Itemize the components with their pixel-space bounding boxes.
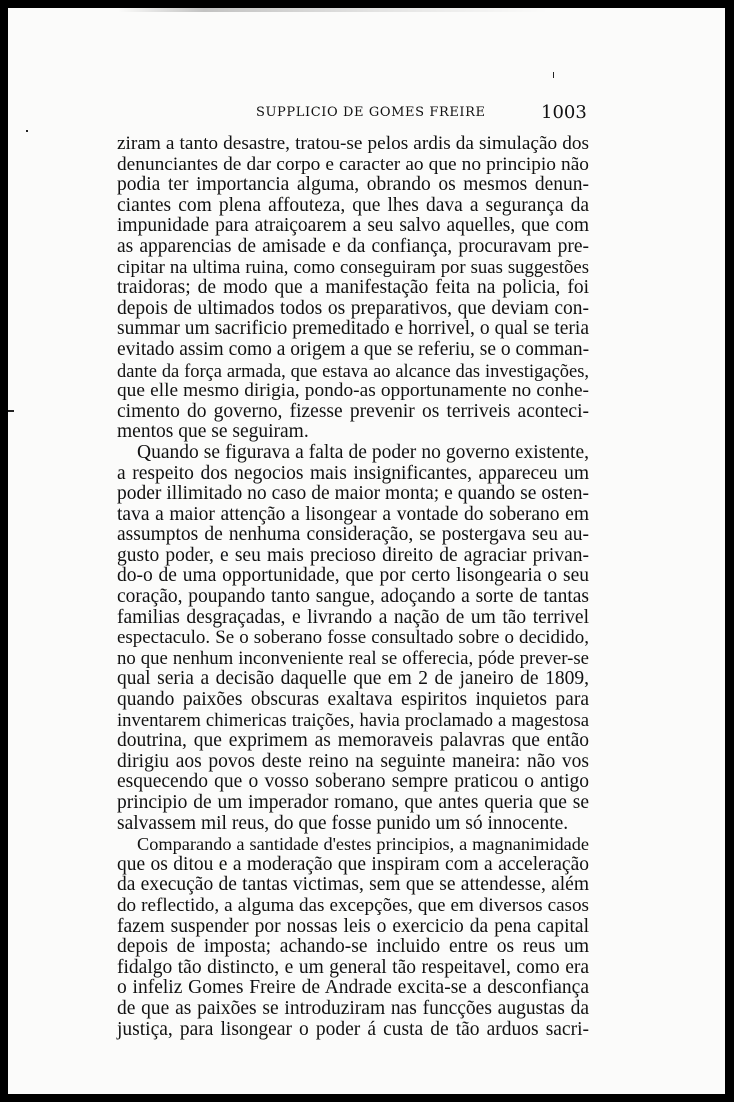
- text-line: dante da força armada, que estava ao alcance das investigações,: [117, 360, 589, 381]
- text-line: fidalgo tão distincto, e um general tão respeitavel, como era: [117, 956, 589, 978]
- text-line: quando paixões obscuras exaltava espiritos inquietos para: [117, 689, 589, 711]
- text-line: cipitar na ultima ruina, como conseguiram por suas suggestões: [117, 256, 589, 278]
- text-line: fazem suspender por nossas leis o exercicio da pena capital: [117, 915, 589, 937]
- text-line: espectaculo. Se o soberano fosse consultado sobre o decidido,: [117, 627, 589, 649]
- text-line: esquecendo que o vosso soberano sempre praticou o antigo: [117, 771, 589, 793]
- text-line: evitado assim como a origem a que se referiu, se o comman-: [117, 338, 590, 360]
- text-line: Comparando a santidade d'estes principios, a magnanimidade: [137, 834, 589, 855]
- text-line: a respeito dos negocios mais insignificantes, appareceu um: [117, 462, 589, 484]
- text-line: doutrina, que exprimem as memoraveis palavras que então: [117, 730, 589, 752]
- text-line: ciantes com plena affouteza, que lhes dava a segurança da: [117, 194, 589, 216]
- text-line: denunciantes de dar corpo e caracter ao que no principio não: [117, 153, 589, 175]
- document-page: [8, 8, 725, 1094]
- text-line: do reflectido, a alguma das excepções, que em diversos casos: [117, 894, 589, 916]
- text-line: inventarem chimericas traições, havia proclamado a magestosa: [117, 709, 589, 731]
- text-line: as apparencias de amisade e da confiança, procuravam pre-: [117, 235, 589, 257]
- text-line: familias desgraçadas, e livrando a nação de um tão terrivel: [117, 606, 589, 628]
- text-line: da execução de tantas victimas, sem que se attendesse, além: [117, 874, 589, 896]
- text-line: que elle mesmo dirigia, pondo-as opportunamente no conhe-: [117, 380, 589, 402]
- text-line: principio de um imperador romano, que antes queria que se: [117, 792, 589, 813]
- text-line: summar um sacrificio premeditado e horrivel, o qual se teria: [117, 318, 589, 340]
- text-line: assumptos de nenhuma consideração, se postergava seu au-: [117, 524, 589, 546]
- text-line: depois de imposta; achando-se incluido entre os reus um: [117, 936, 589, 958]
- running-header: [8, 102, 725, 128]
- running-title: SUPPLICIO DE GOMES FREIRE: [256, 105, 486, 120]
- text-line: tava a maior attenção a lisongear a vontade do soberano em: [117, 503, 589, 525]
- text-line: mentos que se seguiram.: [117, 421, 309, 443]
- text-line: depois de ultimados todos os preparativos, que deviam con-: [117, 297, 589, 319]
- text-line: dirigiu aos povos deste reino na seguinte maneira: não vos: [117, 750, 589, 772]
- margin-mark: [553, 72, 554, 78]
- scan-smudge: [118, 8, 548, 12]
- text-line: o infeliz Gomes Freire de Andrade excita-se a desconfiança: [117, 977, 589, 999]
- text-line: cimento do governo, fizesse prevenir os terriveis aconteci-: [117, 400, 589, 422]
- margin-mark: [8, 410, 14, 412]
- text-line: traidoras; de modo que a manifestação feita na policia, foi: [117, 277, 589, 299]
- text-line: gusto poder, e seu mais precioso direito de agraciar privan-: [117, 544, 589, 566]
- text-line: coração, poupando tanto sangue, adoçando a sorte de tantas: [117, 586, 589, 608]
- text-line: no que nenhum inconveniente real se offerecia, póde prever-se: [117, 647, 589, 669]
- text-line: ziram a tanto desastre, tratou-se pelos ardis da simulação dos: [117, 133, 589, 154]
- text-line: justiça, para lisongear o poder á custa de tão arduos sacri-: [117, 1018, 589, 1040]
- page-number: 1003: [541, 102, 587, 123]
- body-text: [117, 134, 589, 1040]
- text-line: do-o de uma opportunidade, que por certo lisongearia o seu: [117, 565, 589, 587]
- text-line: de que as paixões se introduziram nas funcções augustas da: [117, 997, 589, 1019]
- margin-mark: [26, 130, 28, 132]
- text-line: impunidade para atraiçoarem a seu salvo aquelles, que com: [117, 215, 589, 237]
- text-line: qual seria a decisão daquelle que em 2 de janeiro de 1809,: [117, 668, 589, 690]
- text-line: poder illimitado no caso de maior monta; e quando se osten-: [117, 483, 589, 505]
- text-line: Quando se figurava a falta de poder no governo existente,: [137, 441, 589, 463]
- text-line: salvassem mil reus, do que fosse punido um só innocente.: [117, 812, 569, 834]
- text-line: que os ditou e a moderação que inspiram com a acceleração: [117, 853, 589, 875]
- text-line: podia ter importancia alguma, obrando os mesmos denun-: [117, 174, 589, 196]
